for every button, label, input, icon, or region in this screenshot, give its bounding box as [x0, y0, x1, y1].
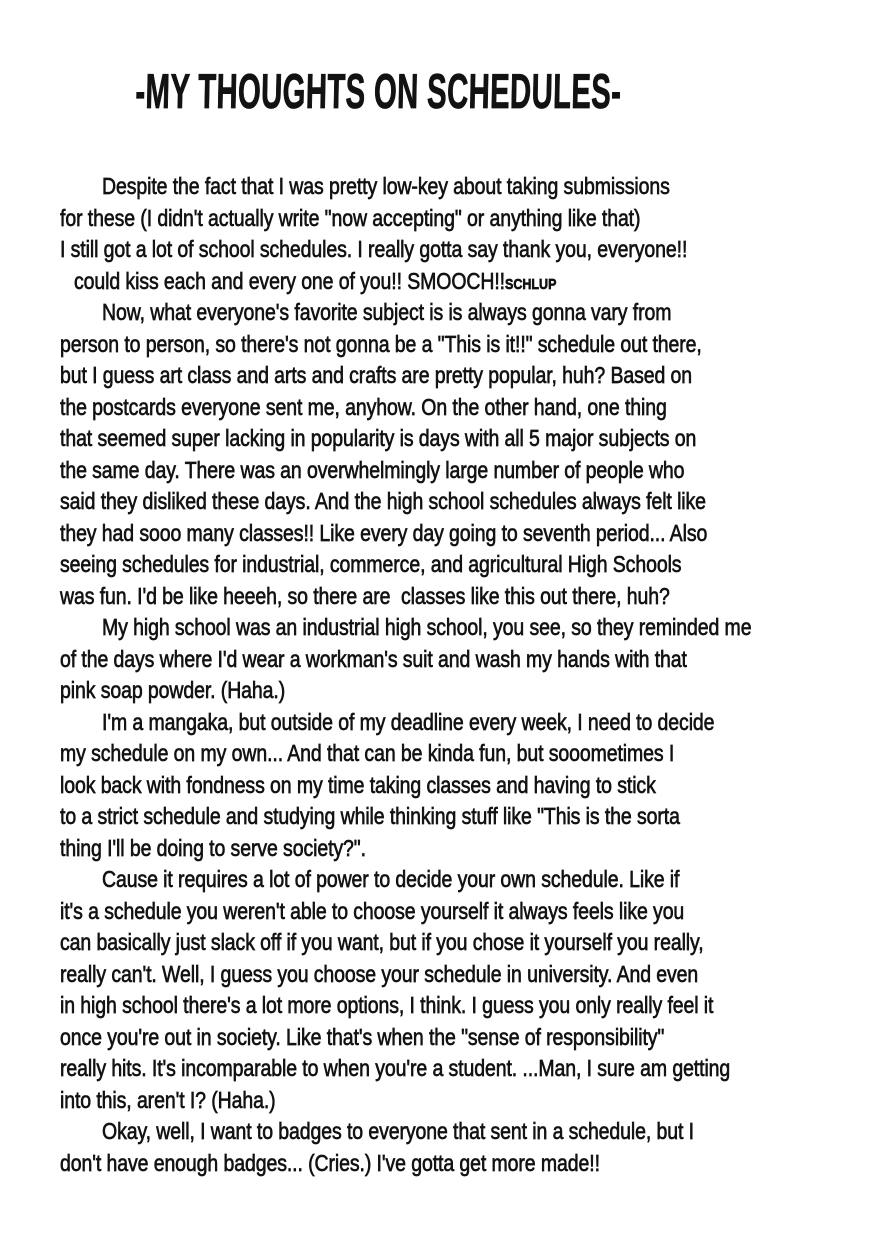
text-line: that seemed super lacking in popularity is days with all 5 major subjects on	[60, 425, 697, 453]
text-line: of the days where I'd wear a workman's suit and wash my hands with that	[60, 646, 687, 673]
text-line: person to person, so there's not gonna be a "This is it!!" schedule out there,	[60, 331, 702, 358]
text-line: Despite the fact that I was pretty low-key about taking submissions	[102, 173, 670, 201]
text-line: can basically just slack off if you want, but if you chose it yourself you really,	[60, 929, 704, 957]
text-line: they had sooo many classes!! Like every day going to seventh period... Also	[60, 520, 708, 547]
text-line: Now, what everyone's favorite subject is is always gonna vary from	[102, 299, 672, 327]
text-line: was fun. I'd be like heeeh, so there are classes like this out there, huh?	[60, 583, 670, 610]
text-line: thing I'll be doing to serve society?".	[60, 835, 366, 862]
sfx-schlup-label: SCHLUP	[505, 275, 557, 293]
text-line: Okay, well, I want to badges to everyone that sent in a schedule, but I	[102, 1118, 694, 1146]
text-line-main: could kiss each and every one of you!! SMOOCH!!	[74, 268, 506, 295]
text-line: I'm a mangaka, but outside of my deadline every week, I need to decide	[102, 709, 715, 736]
text-line: to a strict schedule and studying while thinking stuff like "This is the sorta	[60, 803, 680, 831]
text-line: look back with fondness on my time taking classes and having to stick	[60, 772, 656, 799]
text-line: in high school there's a lot more options, I think. I guess you only really feel it	[60, 992, 714, 1020]
text-line: but I guess art class and arts and crafts are pretty popular, huh? Based on	[60, 362, 693, 390]
text-line: My high school was an industrial high school, you see, so they reminded me	[102, 614, 752, 642]
text-line: I still got a lot of school schedules. I really gotta say thank you, everyone!!	[60, 236, 688, 264]
text-line: into this, aren't I? (Haha.)	[60, 1087, 276, 1114]
text-line: really can't. Well, I guess you choose your schedule in university. And even	[60, 961, 699, 988]
text-line: once you're out in society. Like that's when the "sense of responsibility"	[60, 1024, 665, 1051]
text-line: really hits. It's incomparable to when you're a student. ...Man, I sure am getting	[60, 1055, 731, 1083]
text-line: don't have enough badges... (Cries.) I've gotta get more made!!	[60, 1150, 600, 1177]
text-line: for these (I didn't actually write "now accepting" or anything like that)	[60, 205, 641, 232]
text-line: Cause it requires a lot of power to decide your own schedule. Like if	[102, 866, 680, 894]
text-line: it's a schedule you weren't able to choose yourself it always feels like you	[60, 898, 685, 925]
page-title: -MY THOUGHTS ON SCHEDULES-	[134, 65, 622, 119]
text-line: pink soap powder. (Haha.)	[60, 677, 286, 705]
body-text	[60, 172, 842, 1180]
text-line: said they disliked these days. And the high school schedules always felt like	[60, 488, 706, 516]
text-line: the postcards everyone sent me, anyhow. On the other hand, one thing	[60, 394, 667, 421]
text-line: my schedule on my own... And that can be kinda fun, but sooometimes I	[60, 740, 675, 768]
text-line: seeing schedules for industrial, commerce, and agricultural High Schools	[60, 551, 682, 579]
text-line: the same day. There was an overwhelmingly large number of people who	[60, 457, 685, 484]
